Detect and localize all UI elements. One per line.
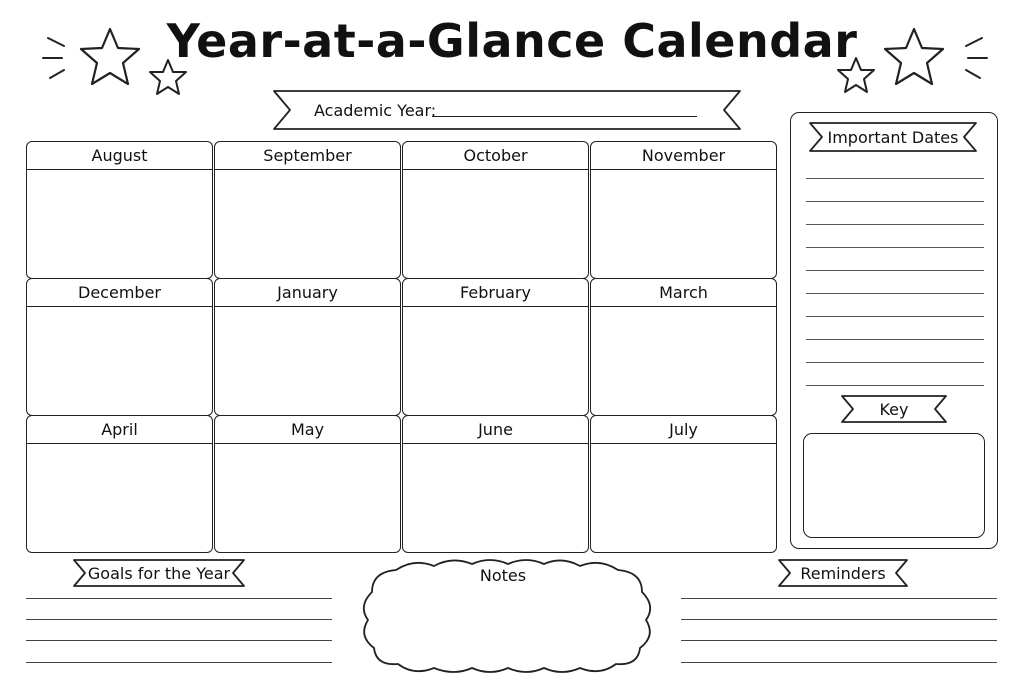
goals-title: Goals for the Year: [87, 563, 231, 583]
star-icon-small: [148, 58, 188, 96]
month-name: July: [591, 416, 776, 444]
month-name: June: [403, 416, 588, 444]
page-title: Year-at-a-Glance Calendar: [166, 14, 858, 68]
goal-line[interactable]: [26, 619, 332, 620]
month-name: January: [215, 279, 400, 307]
goal-line[interactable]: [26, 598, 332, 599]
important-date-line[interactable]: [806, 270, 984, 271]
key-title: Key: [879, 399, 909, 419]
month-name: October: [403, 142, 588, 170]
reminders-banner: [777, 558, 909, 588]
important-date-line[interactable]: [806, 339, 984, 340]
goal-line[interactable]: [26, 640, 332, 641]
month-notes-area[interactable]: [403, 444, 588, 550]
month-notes-area[interactable]: [403, 307, 588, 413]
month-box[interactable]: [590, 278, 777, 416]
reminders-title: Reminders: [800, 563, 886, 583]
star-icon-small: [836, 56, 876, 94]
month-name: February: [403, 279, 588, 307]
month-box[interactable]: [26, 141, 213, 279]
month-notes-area[interactable]: [215, 170, 400, 276]
star-icon: [78, 26, 142, 88]
sparkle-lines-icon: [40, 34, 80, 84]
sparkle-lines-icon: [950, 34, 990, 84]
month-name: August: [27, 142, 212, 170]
month-name: December: [27, 279, 212, 307]
reminder-line[interactable]: [681, 598, 997, 599]
important-date-line[interactable]: [806, 178, 984, 179]
month-box[interactable]: [402, 278, 589, 416]
important-date-line[interactable]: [806, 362, 984, 363]
month-name: May: [215, 416, 400, 444]
goal-line[interactable]: [26, 662, 332, 663]
month-notes-area[interactable]: [27, 307, 212, 413]
month-box[interactable]: [402, 415, 589, 553]
month-notes-area[interactable]: [27, 170, 212, 276]
important-date-line[interactable]: [806, 247, 984, 248]
important-date-line[interactable]: [806, 316, 984, 317]
reminder-line[interactable]: [681, 619, 997, 620]
academic-year-banner: [272, 89, 742, 131]
star-icon: [882, 26, 946, 88]
month-name: March: [591, 279, 776, 307]
academic-year-label: Academic Year:: [314, 100, 437, 120]
month-box[interactable]: [214, 278, 401, 416]
important-date-line[interactable]: [806, 385, 984, 386]
key-banner: [840, 394, 948, 424]
month-box[interactable]: [26, 415, 213, 553]
academic-year-field[interactable]: [432, 116, 697, 117]
month-box[interactable]: [590, 141, 777, 279]
month-box[interactable]: [214, 415, 401, 553]
month-notes-area[interactable]: [403, 170, 588, 276]
month-box[interactable]: [26, 278, 213, 416]
month-notes-area[interactable]: [591, 444, 776, 550]
notes-title: Notes: [479, 566, 527, 585]
month-notes-area[interactable]: [27, 444, 212, 550]
month-notes-area[interactable]: [591, 170, 776, 276]
month-name: September: [215, 142, 400, 170]
key-box[interactable]: [803, 433, 985, 538]
month-box[interactable]: [590, 415, 777, 553]
goals-banner: [72, 558, 246, 588]
reminder-line[interactable]: [681, 640, 997, 641]
month-notes-area[interactable]: [591, 307, 776, 413]
reminder-line[interactable]: [681, 662, 997, 663]
month-name: November: [591, 142, 776, 170]
month-box[interactable]: [402, 141, 589, 279]
important-dates-banner: [808, 121, 978, 153]
important-date-line[interactable]: [806, 293, 984, 294]
month-name: April: [27, 416, 212, 444]
important-date-line[interactable]: [806, 201, 984, 202]
month-notes-area[interactable]: [215, 307, 400, 413]
month-box[interactable]: [214, 141, 401, 279]
important-date-line[interactable]: [806, 224, 984, 225]
important-dates-title: Important Dates: [827, 127, 959, 147]
month-notes-area[interactable]: [215, 444, 400, 550]
